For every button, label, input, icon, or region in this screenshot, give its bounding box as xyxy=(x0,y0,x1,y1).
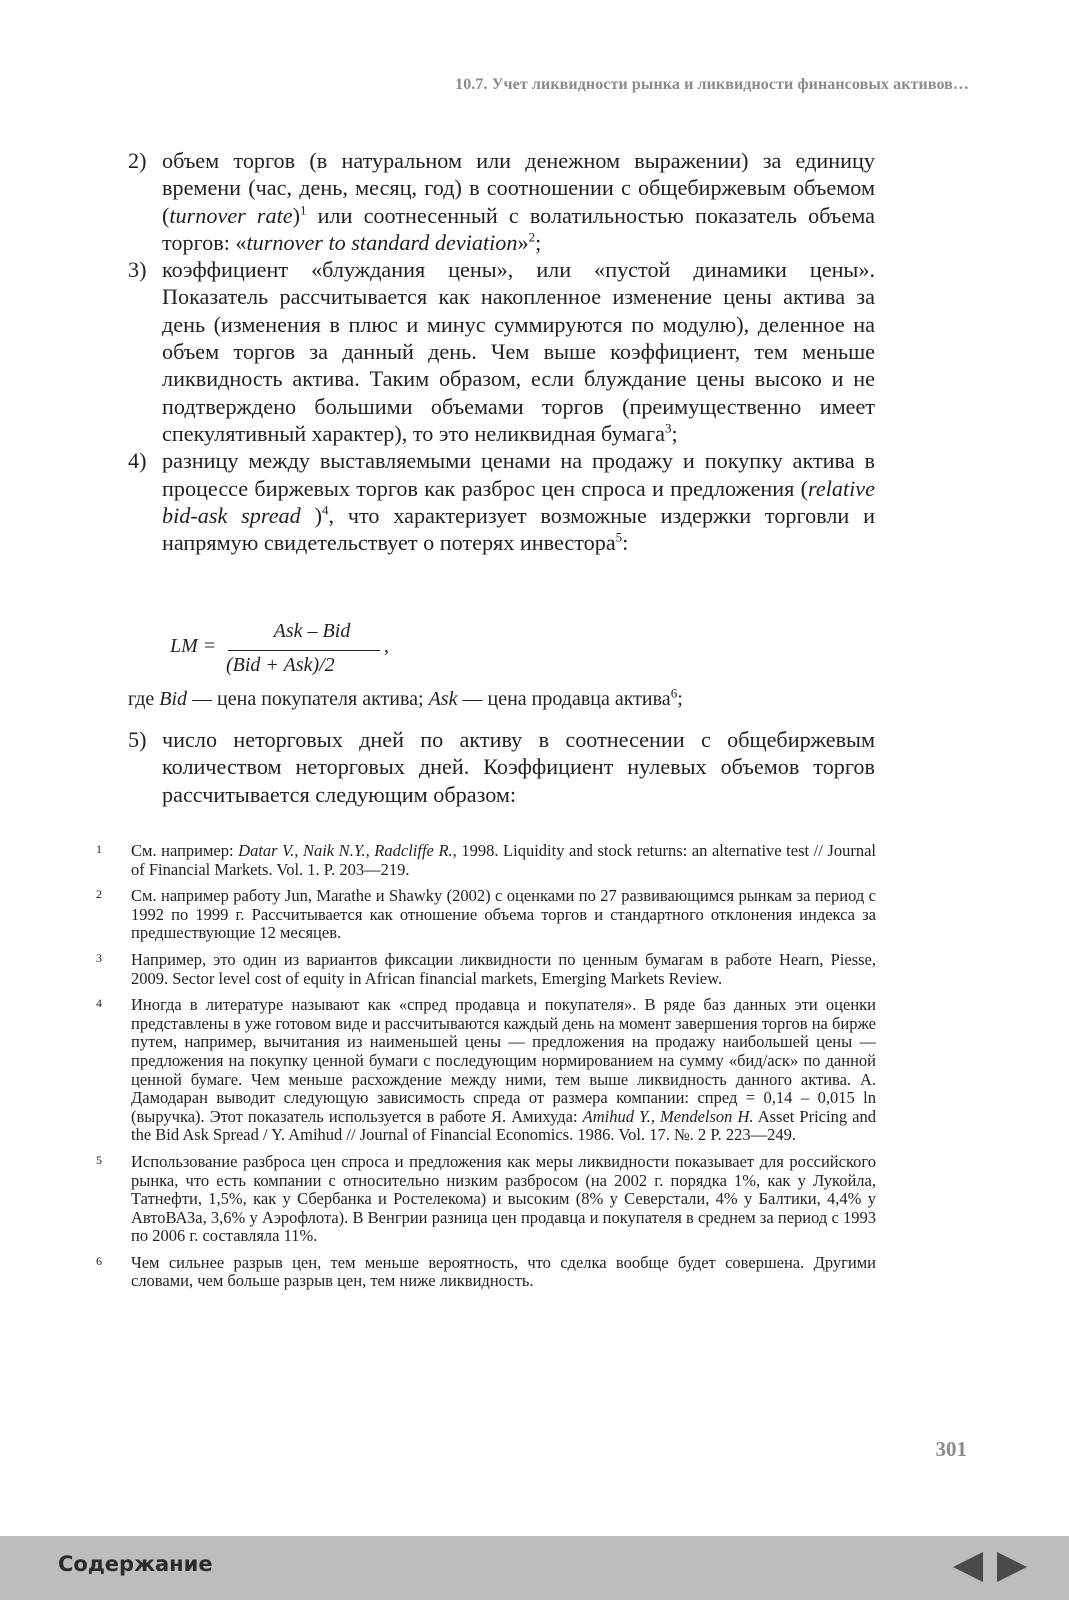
term-turnover-rate: turnover rate xyxy=(169,202,293,228)
footnote-number: 2 xyxy=(96,887,102,902)
footnote-text: См. например работу Jun, Marathe и Shawky (2002) с оценками по 27 развивающимся рынкам за период с 1992 по 1999 г. Рассчитывается как отношение объема торгов и стандартного отклонения индекса за предшествующие 12 месяцев. xyxy=(131,886,876,943)
footnote-number: 3 xyxy=(96,950,102,965)
footnote-2 xyxy=(96,887,876,943)
list-text: объем торгов (в натуральном или денежном выражении) за единицу времени (час, день, месяц, год) в соотношении с общебиржевым объемом (turnover rate)$^1$ или соотнесенный с волатильностью показатель объема торгов: «turnover to standard deviation»$^2$; xyxy=(162,148,875,255)
list-number: 2) xyxy=(128,148,147,173)
footnote-number: 4 xyxy=(96,996,102,1011)
footnote-number: 6 xyxy=(96,1253,102,1268)
list-text: коэффициент «блуждания цены», или «пустой динамики цены». Показатель рассчитывается как накопленное изменение цены актива за день (изменения в плюс и минус суммируются по модулю), деленное на объем торгов за данный день. Чем выше коэффициент, тем меньше ликвидность актива. Таким образом, если блуждание цены высоко и не подтверждено большими объемами торгов (преимущественно имеет спекулятивный характер), то это неликвидная бумага$^3$; xyxy=(162,257,875,446)
formula-numerator: Ask – Bid xyxy=(273,620,351,642)
footnotes xyxy=(96,842,876,1299)
footnote-text: См. например: Datar V., Naik N.Y., Radcliffe R., 1998. Liquidity and stock returns: an alternative test // Journal of Financial Markets. Vol. 1. P. 203—219. xyxy=(131,841,876,879)
formula-denominator: (Bid + Ask)/2 xyxy=(226,654,335,676)
list-number: 5) xyxy=(128,727,147,752)
numbered-list xyxy=(128,147,875,556)
list-text: число неторговых дней по активу в соотнесении с общебиржевым количеством неторговых дней. Коэффициент нулевых объемов торгов рассчитывается следующим образом: xyxy=(162,727,875,807)
navigation-bar xyxy=(0,1536,1069,1600)
footnote-ref-4[interactable]: 4 xyxy=(321,502,329,518)
page-number: 301 xyxy=(935,1437,967,1461)
footnote-text: Иногда в литературе называют как «спред продавца и покупателя». В ряде баз данных эти оценки представлены в уже готовом виде и рассчитываются каждый день на момент завершения торгов на бирже путем, например, вычитания из наименьшей цены — предложения на продажу наибольшей цены — предложения на покупку ценной бумаги с последующим нормированием на сумму «бид/аск» по данной ценной бумаге. Чем меньше расхождение между ними, тем выше ликвидность данного актива. А. Дамодаран выводит следующую зависимость спреда от размера компании: спред = 0,14 – 0,015 ln (выручка). Этот показатель используется в работе Я. Амихуда: Amihud Y., Mendelson H. Asset Pricing and the Bid Ask Spread / Y. Amihud // Journal of Financial Economics. 1986. Vol. 17. №. 2 P. 223—249. xyxy=(131,995,876,1145)
list-item-4 xyxy=(128,447,875,556)
formula-comma: , xyxy=(384,635,389,657)
list-number: 4) xyxy=(128,448,147,474)
footnote-ref-5[interactable]: 5 xyxy=(615,529,623,545)
footnote-text: Например, это один из вариантов фиксации ликвидности по ценным бумагам в работе Hearn, Piesse, 2009. Sector level cost of equity in African financial markets, Emerging Markets Review. xyxy=(131,949,876,988)
footnote-1 xyxy=(96,842,876,879)
footnote-text: Использование разброса цен спроса и предложения как меры ликвидности показывает для российского рынка, что есть компании с относительно низким разбросом (на 2002 г. порядка 1%, как у Лукойла, Татнефти, 1,5%, как у Сбербанка и Ростелекома) и высоким (8% у Северстали, 4% у Балтики, 4,4% у АвтоВАЗа, 3,6% у Аэрофлота). В Венгрии разница цен продавца и покупателя в среднем за период с 1993 по 2006 г. составляла 11%. xyxy=(131,1151,876,1246)
list-item-3 xyxy=(128,256,875,447)
formula-legend: где Bid — цена покупателя актива; Ask — цена продавца актива$^6$; xyxy=(128,685,683,710)
var-bid: Bid xyxy=(159,688,188,710)
list-item-5 xyxy=(128,726,875,808)
formula-lhs: LM = xyxy=(170,635,217,657)
footnote-ref-3[interactable]: 3 xyxy=(664,420,672,436)
var-ask: Ask xyxy=(428,688,458,710)
fraction-bar xyxy=(228,650,380,651)
footnote-ref-6[interactable]: 6 xyxy=(670,685,678,701)
term-turnover-to-sd: turnover to standard deviation xyxy=(246,229,518,255)
list-item-2 xyxy=(128,147,875,256)
arrow-right-icon[interactable] xyxy=(995,1550,1029,1584)
footnote-ref-1[interactable]: 1 xyxy=(300,202,307,218)
term-bid-ask-spread: relative bid-ask spread xyxy=(162,475,875,528)
footnote-4 xyxy=(96,996,876,1145)
footnote-6 xyxy=(96,1254,876,1291)
formula-lm xyxy=(170,620,430,680)
footnote-number: 5 xyxy=(96,1152,102,1167)
footnote-ref-2[interactable]: 2 xyxy=(528,229,536,245)
footnote-number: 1 xyxy=(96,842,102,856)
list-text: разницу между выставляемыми ценами на продажу и покупку актива в процессе биржевых торгов как разброс цен спроса и предложения (relative bid-ask spread )$^4$, что характеризует возможные издержки торговли и напрямую свидетельствует о потерях инвестора$^5$: xyxy=(162,448,876,556)
footnote-text: Чем сильнее разрыв цен, тем меньше вероятность, что сделка вообще будет совершена. Другими словами, чем больше разрыв цен, тем ниже ликвидность. xyxy=(131,1252,876,1291)
contents-link[interactable]: Содержание xyxy=(58,1552,213,1576)
arrow-left-icon[interactable] xyxy=(951,1550,985,1584)
footnote-5 xyxy=(96,1153,876,1246)
list-number: 3) xyxy=(128,257,147,283)
running-header: 10.7. Учет ликвидности рынка и ликвидности финансовых активов… xyxy=(455,76,969,93)
footnote-3 xyxy=(96,951,876,988)
